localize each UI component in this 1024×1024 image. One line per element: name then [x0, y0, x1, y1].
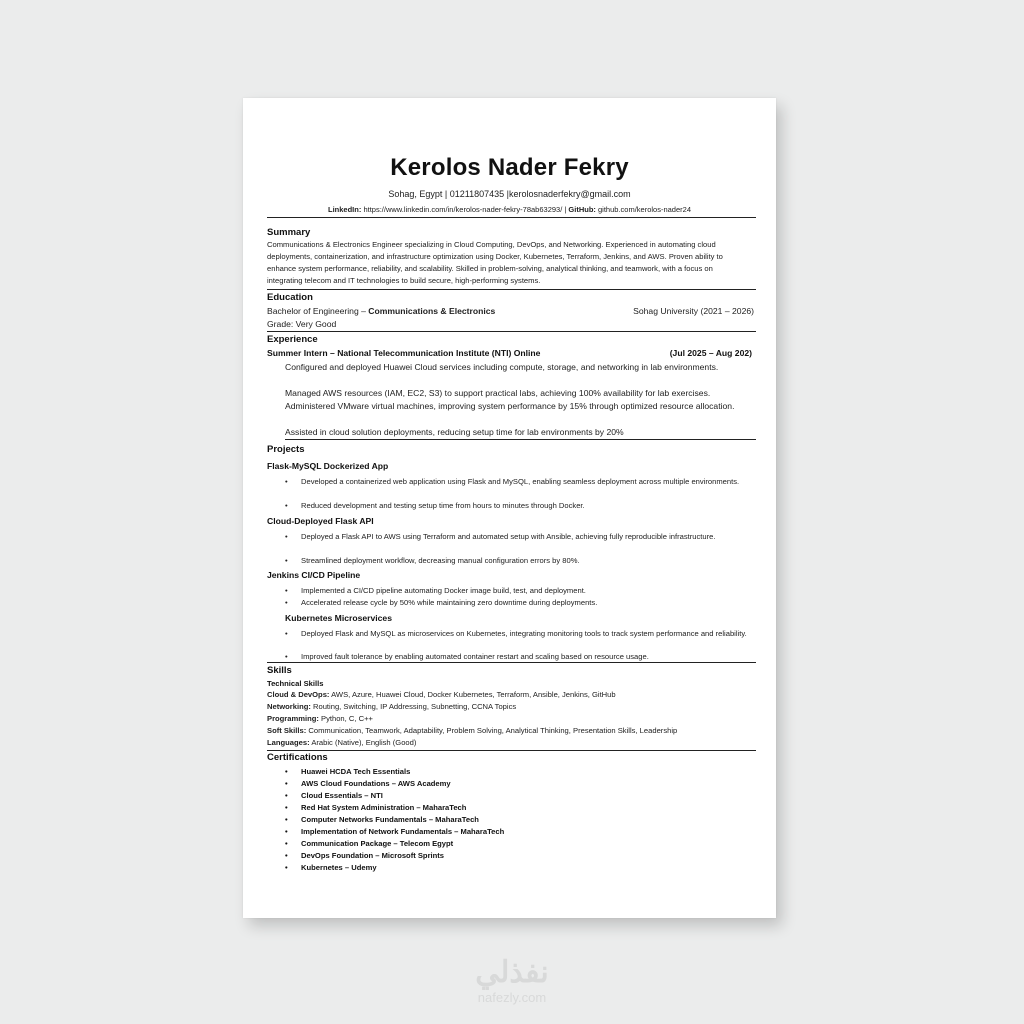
- certification-item: • Cloud Essentials – NTI: [285, 791, 383, 800]
- experience-item: Managed AWS resources (IAM, EC2, S3) to support practical labs, achieving 100% availability for lab exercises.: [285, 388, 711, 398]
- skill-value: Communication, Teamwork, Adaptability, Problem Solving, Analytical Thinking, Presentation Skills, Leadership: [306, 726, 678, 735]
- skill-label: Soft Skills:: [267, 726, 307, 735]
- certification-item: • Kubernetes – Udemy: [285, 863, 377, 872]
- certification-item: • Implementation of Network Fundamentals – MaharaTech: [285, 827, 504, 836]
- skill-line: [267, 738, 416, 747]
- skill-line: [267, 690, 616, 699]
- links-separator: |: [562, 205, 569, 214]
- project-bullet: • Reduced development and testing setup time from hours to minutes through Docker.: [285, 500, 751, 512]
- project-bullet: • Accelerated release cycle by 50% while maintaining zero downtime during deployments.: [285, 597, 751, 609]
- skill-line: [267, 714, 373, 723]
- skill-label: Networking:: [267, 702, 311, 711]
- skill-label: Cloud & DevOps:: [267, 690, 330, 699]
- project-bullet: • Deployed Flask and MySQL as microservices on Kubernetes, integrating monitoring tools to track system performance and reliability.: [285, 628, 751, 640]
- skill-value: Arabic (Native), English (Good): [309, 738, 417, 747]
- skill-label: Languages:: [267, 738, 310, 747]
- experience-item: Administered VMware virtual machines, improving system performance by 15% through optimized resource allocation.: [285, 401, 735, 411]
- github-label: GitHub:: [568, 205, 596, 214]
- divider: [267, 217, 756, 218]
- watermark-logo: نفذلي: [475, 956, 549, 989]
- experience-item: Configured and deployed Huawei Cloud services including compute, storage, and networking in lab environments.: [285, 362, 719, 372]
- project-bullet: • Streamlined deployment workflow, decreasing manual configuration errors by 80%.: [285, 555, 751, 567]
- divider: [267, 331, 756, 332]
- certification-item: • Huawei HCDA Tech Essentials: [285, 767, 410, 776]
- education-school: Sohag University (2021 – 2026): [633, 306, 754, 316]
- certification-item: • Red Hat System Administration – MaharaTech: [285, 803, 466, 812]
- project-title: Kubernetes Microservices: [285, 613, 392, 623]
- education-heading: Education: [267, 292, 313, 303]
- education-degree: [267, 306, 495, 316]
- experience-heading: Experience: [267, 334, 318, 345]
- skill-line: [267, 702, 516, 711]
- github-url[interactable]: github.com/kerolos-nader24: [598, 205, 691, 214]
- degree-major: Communications & Electronics: [368, 306, 496, 316]
- project-title: Flask-MySQL Dockerized App: [267, 461, 389, 471]
- project-title: Cloud-Deployed Flask API: [267, 516, 374, 526]
- experience-item: Assisted in cloud solution deployments, reducing setup time for lab environments by 20%: [285, 427, 624, 437]
- certification-item: • DevOps Foundation – Microsoft Sprints: [285, 851, 444, 860]
- degree-prefix: Bachelor of Engineering –: [267, 306, 369, 316]
- project-bullet: • Deployed a Flask API to AWS using Terraform and automated setup with Ansible, achieving fully reproducible infrastructure.: [285, 531, 751, 543]
- skill-label: Programming:: [267, 714, 319, 723]
- project-title: Jenkins CI/CD Pipeline: [267, 570, 361, 580]
- experience-title: Summer Intern – National Telecommunication Institute (NTI) Online: [267, 348, 541, 358]
- projects-heading: Projects: [267, 444, 305, 455]
- watermark-url: nafezly.com: [477, 990, 547, 1005]
- certification-item: • AWS Cloud Foundations – AWS Academy: [285, 779, 451, 788]
- divider: [267, 750, 756, 751]
- skill-value: AWS, Azure, Huawei Cloud, Docker Kubernetes, Terraform, Ansible, Jenkins, GitHub: [329, 690, 616, 699]
- links-line: [243, 205, 776, 214]
- linkedin-label: LinkedIn:: [328, 205, 362, 214]
- summary-heading: Summary: [267, 227, 311, 238]
- resume-name: Kerolos Nader Fekry: [390, 154, 629, 181]
- project-bullet: • Developed a containerized web application using Flask and MySQL, enabling seamless deployment across multiple environments.: [285, 476, 751, 488]
- experience-dates: (Jul 2025 – Aug 202): [669, 348, 752, 358]
- skills-subheading: Technical Skills: [267, 679, 324, 688]
- skill-line: [267, 726, 677, 735]
- divider: [267, 289, 756, 290]
- resume-page: [243, 98, 776, 918]
- divider: [285, 439, 756, 440]
- certification-item: • Communication Package – Telecom Egypt: [285, 839, 453, 848]
- contact-line: Sohag, Egypt | 01211807435 |kerolosnaderfekry@gmail.com: [388, 189, 631, 199]
- summary-text: Communications & Electronics Engineer specializing in Cloud Computing, DevOps, and Networking. Experienced in automating cloud deployments, containerization, and infrastructure optimization using Docker, Kubernetes, Terraform, Jenkins, and AWS. Proven ability to enhance system performance, reliability, and scalability. Skilled in problem-solving, analytical thinking, and teamwork, with a focus on integrating telecom and IT technologies to build secure, high-performing systems.: [267, 240, 723, 285]
- certifications-heading: Certifications: [267, 752, 328, 763]
- education-grade: Grade: Very Good: [267, 319, 337, 329]
- skill-value: Routing, Switching, IP Addressing, Subnetting, CCNA Topics: [310, 702, 517, 711]
- certification-item: • Computer Networks Fundamentals – MaharaTech: [285, 815, 479, 824]
- linkedin-url[interactable]: https://www.linkedin.com/in/kerolos-nader-fekry-78ab63293/: [363, 205, 563, 214]
- skills-heading: Skills: [267, 665, 292, 676]
- project-bullet: • Improved fault tolerance by enabling automated container restart and scaling based on resource usage.: [285, 651, 751, 663]
- skill-value: Python, C, C++: [318, 714, 373, 723]
- project-bullet: • Implemented a CI/CD pipeline automating Docker image build, test, and deployment.: [285, 585, 751, 597]
- divider: [267, 662, 756, 663]
